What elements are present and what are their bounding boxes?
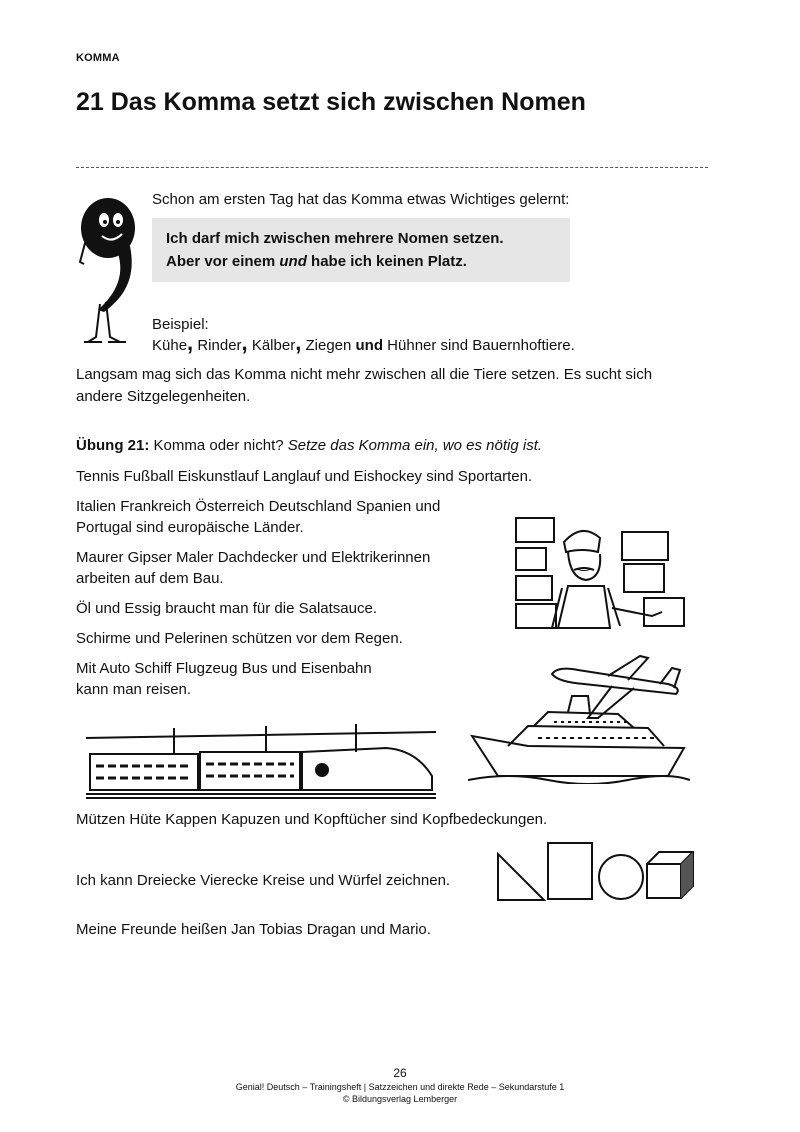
comma-mascot-icon xyxy=(74,192,140,352)
cruise-ship-illustration xyxy=(468,686,690,784)
exercise-sentence: Schirme und Pelerinen schützen vor dem Regen. xyxy=(76,630,403,647)
exercise-sentence: Mit Auto Schiff Flugzeug Bus und Eisenbahn xyxy=(76,660,372,677)
exercise-sentence: Italien Frankreich Österreich Deutschland Spanien und xyxy=(76,498,441,515)
exercise-label: Übung 21: xyxy=(76,437,150,454)
dashed-divider xyxy=(76,167,708,168)
exercise-sentence: arbeiten auf dem Bau. xyxy=(76,570,224,587)
rule-line-1: Ich darf mich zwischen mehrere Nomen setzen. xyxy=(166,230,504,247)
example-label: Beispiel: xyxy=(152,316,209,333)
exercise-sentence: Mützen Hüte Kappen Kapuzen und Kopftücher sind Kopfbedeckungen. xyxy=(76,811,548,828)
exercise-heading: Übung 21: Komma oder nicht? Setze das Komma ein, wo es nötig ist. xyxy=(76,437,543,454)
example-und: und xyxy=(355,337,384,354)
example-comma: , xyxy=(241,330,248,355)
cube-icon xyxy=(645,850,695,900)
exercise-sentence: Ich kann Dreiecke Vierecke Kreise und Würfel zeichnen. xyxy=(76,872,451,889)
exercise-instruction: Setze das Komma ein, wo es nötig ist. xyxy=(287,437,543,454)
rule-line-2: Aber vor einem und habe ich keinen Platz. xyxy=(166,253,467,270)
footer-line-1: Genial! Deutsch – Trainingsheft | Satzzeichen und direkte Rede – Sekundarstufe 1 xyxy=(235,1082,565,1092)
exercise-sentence: kann man reisen. xyxy=(76,681,192,698)
exercise-sentence: Meine Freunde heißen Jan Tobias Dragan und Mario. xyxy=(76,921,431,938)
triangle-icon xyxy=(496,842,546,902)
rule-box xyxy=(152,218,570,282)
exercise-sentence: Tennis Fußball Eiskunstlauf Langlauf und Eishockey sind Sportarten. xyxy=(76,468,533,485)
train-illustration xyxy=(86,724,436,800)
page-number: 26 xyxy=(393,1066,407,1080)
section-tag: KOMMA xyxy=(76,52,120,64)
square-icon xyxy=(547,842,593,902)
bricklayer-illustration xyxy=(512,508,688,632)
page-title: 21 Das Komma setzt sich zwischen Nomen xyxy=(76,88,586,116)
exercise-sentence: Portugal sind europäische Länder. xyxy=(76,519,304,536)
circle-icon xyxy=(596,852,646,902)
example-comma: , xyxy=(295,330,302,355)
footer-line-2: © Bildungsverlag Lemberger xyxy=(342,1094,458,1104)
exercise-sentence: Öl und Essig braucht man für die Salatsauce. xyxy=(76,600,377,617)
rule-emphasis: und xyxy=(279,253,307,270)
exercise-sentence: Maurer Gipser Maler Dachdecker und Elektrikerinnen xyxy=(76,549,431,566)
intro-paragraph-line-2: andere Sitzgelegenheiten. xyxy=(76,388,251,405)
example-sentence: Kühe, Rinder, Kälber, Ziegen und Hühner sind Bauernhoftiere. xyxy=(152,330,575,355)
intro-lead: Schon am ersten Tag hat das Komma etwas Wichtiges gelernt: xyxy=(152,191,570,208)
intro-paragraph-line-1: Langsam mag sich das Komma nicht mehr zwischen all die Tiere setzen. Es sucht sich xyxy=(76,366,653,383)
example-comma: , xyxy=(187,330,194,355)
